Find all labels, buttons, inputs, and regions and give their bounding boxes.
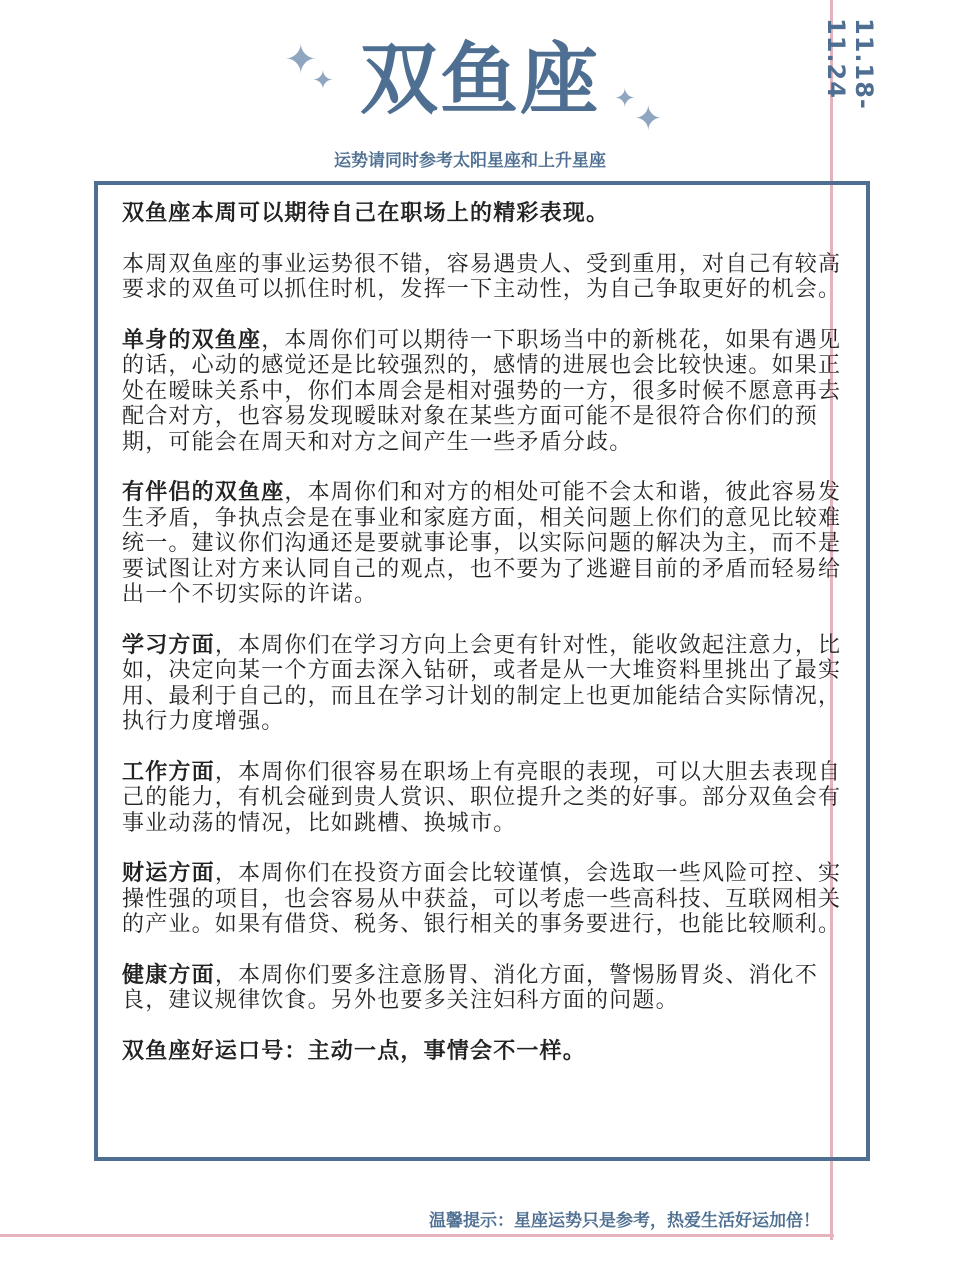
career-paragraph (122, 252, 844, 303)
slogan-text: 双鱼座好运口号：主动一点，事情会不一样。 (122, 1038, 587, 1064)
wealth-label: 财运方面 (122, 861, 215, 886)
sparkle-icon: ✦ (284, 37, 318, 83)
intro-paragraph (122, 201, 844, 227)
work-label: 工作方面 (122, 759, 215, 785)
intro-text: 双鱼座本周可以期待自己在职场上的精彩表现。 (122, 201, 610, 226)
partner-label: 有伴侣的双鱼座 (122, 480, 285, 505)
wealth-text: ，本周你们在投资方面会比较谨慎，会选取一些风险可控、实操性强的项目，也会容易从中获益，可以考虑一些高科技、互联网相关的产业。如果有借贷、税务、银行相关的事务要进行，也能比较顺利。 (122, 861, 842, 937)
single-label: 单身的双鱼座 (122, 327, 262, 353)
health-label: 健康方面 (122, 962, 215, 988)
health-paragraph (122, 963, 844, 1014)
study-paragraph (122, 633, 844, 735)
health-text: ，本周你们要多注意肠胃、消化方面，警惕肠胃炎、消化不良，建议规律饮食。另外也要多关注妇科方面的问题。 (122, 962, 819, 1013)
single-text: ，本周你们可以期待一下职场当中的新桃花，如果有遇见的话，心动的感觉还是比较强烈的，感情的进展也会比较快速。如果正处在暧昧关系中，你们本周会是相对强势的一方，很多时候不愿意再去配合对方，也容易发现暧昧对象在某些方面可能不是很符合你们的预期，可能会在周天和对方之间产生一些矛盾分歧。 (122, 327, 842, 455)
study-label: 学习方面 (122, 632, 215, 658)
study-text: ，本周你们在学习方向上会更有针对性，能收敛起注意力，比如，决定向某一个方面去深入钻研，或者是从一大堆资料里挑出了最实用、最利于自己的，而且在学习计划的制定上也更加能结合实际情况，执行力度增强。 (122, 632, 842, 734)
career-text: 本周双鱼座的事业运势很不错，容易遇贵人、受到重用，对自己有较高要求的双鱼可以抓住时机，发挥一下主动性，为自己争取更好的机会。 (122, 251, 842, 302)
date-range: 11.18-11.24 (822, 18, 878, 110)
work-text: ，本周你们很容易在职场上有亮眼的表现，可以大胆去表现自己的能力，有机会碰到贵人赏识、职位提升之类的好事。部分双鱼会有事业动荡的情况，比如跳槽、换城市。 (122, 759, 842, 836)
footer-tip: 温馨提示：星座运势只是参考，热爱生活好运加倍！ (429, 1211, 820, 1231)
work-paragraph (122, 760, 844, 837)
page-subtitle: 运势请同时参考太阳星座和上升星座 (334, 151, 606, 171)
pink-horizontal-line (0, 1234, 834, 1237)
sparkle-icon: ✦ (312, 66, 334, 96)
sparkle-icon: ✦ (614, 84, 636, 114)
wealth-paragraph (122, 861, 844, 938)
page-title: 双鱼座 (359, 35, 600, 125)
partner-text: ，本周你们和对方的相处可能不会太和谐，彼此容易发生矛盾，争执点会是在事业和家庭方面，相关问题上你们的意见比较难统一。建议你们沟通还是要就事论事，以实际问题的解决为主，而不是要试图让对方来认同自己的观点，也不要为了逃避目前的矛盾而轻易给出一个不切实际的许诺。 (122, 480, 842, 607)
partner-paragraph (122, 480, 844, 608)
slogan-paragraph (122, 1039, 844, 1065)
single-paragraph (122, 328, 844, 456)
sparkle-icon: ✦ (634, 99, 663, 139)
horoscope-content-box (94, 181, 870, 1161)
